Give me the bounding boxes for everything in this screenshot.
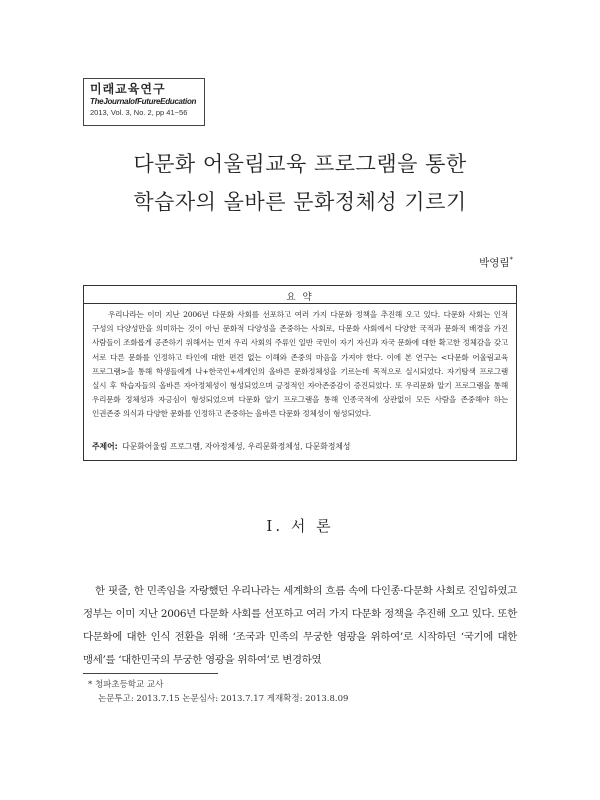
abstract-box	[83, 285, 517, 461]
journal-name-en: TheJournalofFutureEducation	[90, 97, 197, 106]
keywords-list: 다문화어울림 프로그램, 자아정체성, 우리문화정체성, 다문화정체성	[122, 442, 351, 451]
author-name: 박영림	[479, 257, 510, 269]
journal-info-box	[83, 78, 205, 126]
section-heading-introduction: Ⅰ. 서 론	[266, 517, 334, 535]
footnote-affiliation: * 청파초등학교 교사	[88, 680, 164, 690]
footnote-dates: 논문투고: 2013.7.15 논문심사: 2013.7.17 게재확정: 2013.8.09	[98, 694, 349, 704]
paper-title-line2: 학습자의 올바른 문화정체성 기르기	[133, 190, 467, 214]
author	[479, 255, 513, 270]
footnote	[88, 678, 348, 706]
author-footnote-mark: *	[509, 255, 513, 264]
abstract-divider	[84, 303, 516, 304]
body-paragraph: 한 핏줄, 한 민족임을 자랑했던 우리나라는 세계화의 흐름 속에 다인종·다문화 사회로 진입하였고 정부는 이미 지난 2006년 다문화 사회를 선포하고 여러 가지 다문화 정책을 추진해 오고 있다. 또한 다문화에 대한 인식 전환을 위해 ‘조국과 민족의 무궁한 영광을 위하여’로 시작하던 ‘국기에 대한 맹세’를 ‘대한민국의 무궁한 영광을 위하여’로 변경하였	[83, 585, 517, 666]
keywords-label: 주제어:	[92, 442, 118, 451]
journal-volume-info: 2013, Vol. 3, No. 2, pp 41~56	[90, 108, 188, 117]
journal-name-kr: 미래교육연구	[90, 82, 166, 96]
paper-title-line1: 다문화 어울림교육 프로그램을 통한	[133, 152, 467, 176]
abstract-heading: 요 약	[286, 292, 314, 303]
footnote-divider	[83, 673, 218, 674]
abstract-body: 우리나라는 이미 지난 2006년 다문화 사회를 선포하고 여러 가지 다문화 정책을 추진해 오고 있다. 다문화 사회는 인적 구성의 다양성만을 의미하는 것이 아닌 문화적 다양성을 존중하는 사회로, 다문화 사회에서 다양한 국적과 문화적 배경을 가진 사람들이 조화롭게 공존하기 위해서는 먼저 우리 사회의 주류인 일반 국민이 자기 자신과 자국 문화에 대한 확고한 정체감을 갖고 서로 다른 문화를 인정하고 타인에 대한 편견 없는 이해와 존중의 마음을 가져야 한다. 이에 본 연구는 <다문화 어울림교육 프로그램>을 통해 학생들에게 나+한국인+세계인의 올바른 문화정체성을 기르는데 목적으로 실시되었다. 자기탐색 프로그램 실시 후 학습자들의 올바른 자아정체성이 형성되었으며 긍정적인 자아존중감이 증진되었다. 또 우리문화 알기 프로그램을 통해 우리문화 정체성과 자긍심이 형성되었으며 다문화 알기 프로그램을 통해 인종국적에 상관없이 모든 사람을 존중해야 하는 인권존중 의식과 다양한 문화를 인정하고 존중하는 올바른 다문화 정체성이 형성되었다.	[92, 310, 508, 419]
keywords	[92, 441, 508, 453]
